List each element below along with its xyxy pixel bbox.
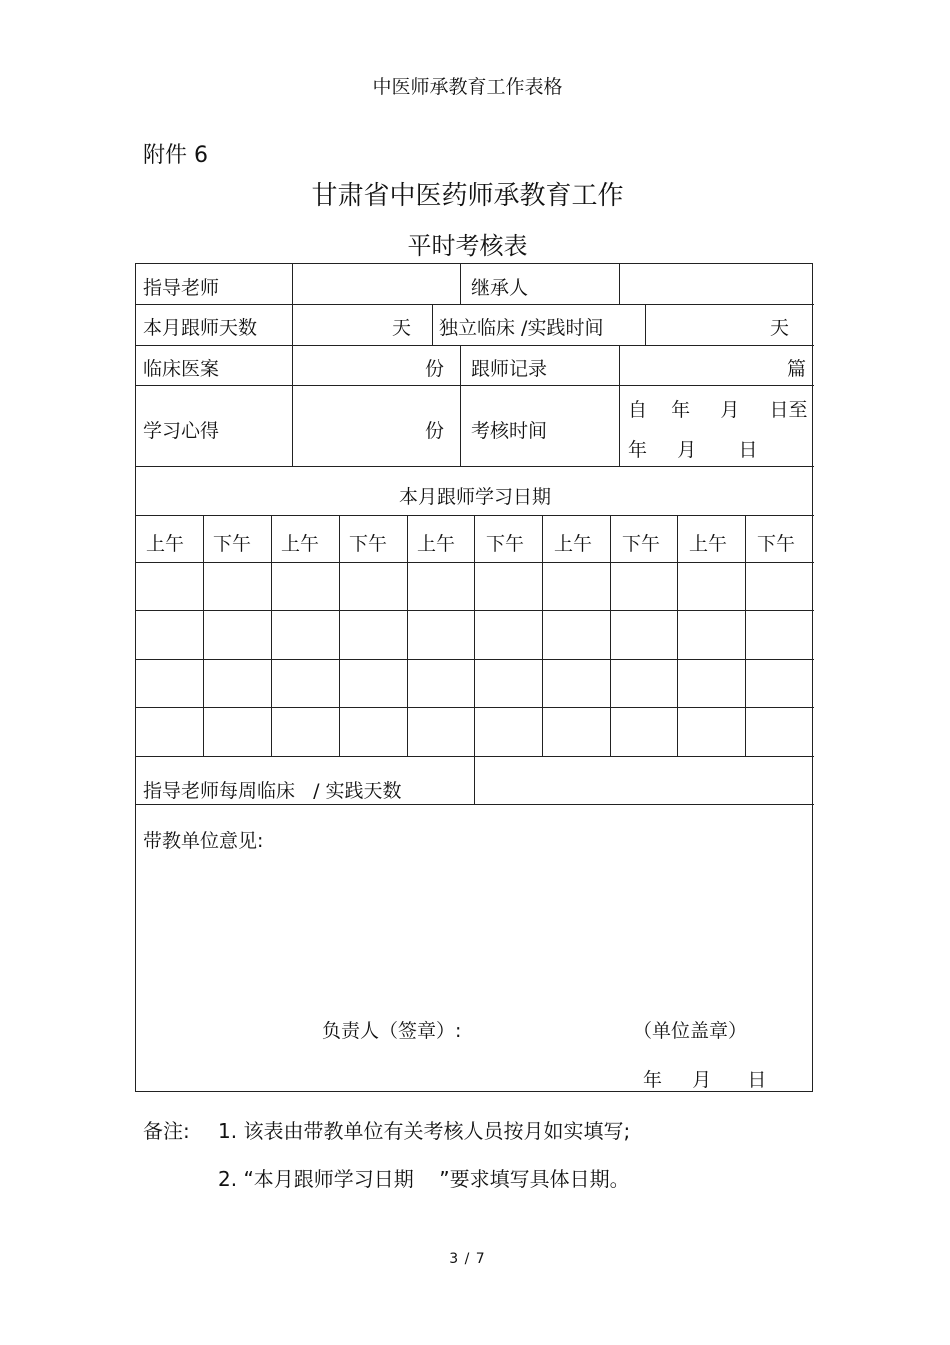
note-item-1: 1. 该表由带教单位有关考核人员按月如实填写; xyxy=(218,1119,631,1143)
pm-header: 下午 xyxy=(621,533,660,555)
col-divider xyxy=(619,264,620,304)
inheritor-label: 继承人 xyxy=(471,277,529,299)
monthly-days-unit: 天 xyxy=(391,317,411,339)
row-divider xyxy=(136,610,814,611)
am-header: 上午 xyxy=(416,533,455,555)
form-title: 甘肃省中医药师承教育工作 xyxy=(311,181,624,211)
row-divider xyxy=(136,515,814,516)
clinical-cases-unit: 份 xyxy=(424,358,444,380)
mentor-records-label: 跟师记录 xyxy=(471,358,548,380)
independent-practice-unit: 天 xyxy=(769,317,789,339)
weekly-days-label: 指导老师每周临床 / 实践天数 xyxy=(143,780,402,802)
row-divider xyxy=(136,707,814,708)
insights-label: 学习心得 xyxy=(143,420,220,442)
row-divider xyxy=(136,562,814,563)
col-divider xyxy=(292,264,293,304)
insights-unit: 份 xyxy=(424,420,444,442)
dates-section-title: 本月跟师学习日期 xyxy=(398,486,551,508)
row-divider xyxy=(136,304,814,305)
unit-seal-label: （单位盖章） xyxy=(633,1020,748,1042)
col-divider xyxy=(619,345,620,466)
am-header: 上午 xyxy=(280,533,319,555)
mentor-records-unit: 篇 xyxy=(786,358,806,380)
assessment-time-from: 自 年 月 日至 xyxy=(628,399,808,421)
col-divider xyxy=(292,304,293,345)
mentor-label: 指导老师 xyxy=(143,277,220,299)
am-header: 上午 xyxy=(553,533,592,555)
col-divider xyxy=(292,345,293,466)
pm-header: 下午 xyxy=(212,533,251,555)
independent-practice-label: 独立临床 /实践时间 xyxy=(439,317,604,339)
assessment-table xyxy=(135,263,813,1092)
notes-label: 备注: xyxy=(143,1119,190,1143)
attachment-label: 附件 6 xyxy=(143,143,208,168)
monthly-days-label: 本月跟师天数 xyxy=(143,317,258,339)
pm-header: 下午 xyxy=(485,533,524,555)
am-header: 上午 xyxy=(688,533,727,555)
unit-opinion-field[interactable] xyxy=(143,858,807,1008)
assessment-time-to: 年 月 日 xyxy=(628,439,758,461)
col-divider xyxy=(460,264,461,304)
unit-opinion-label: 带教单位意见: xyxy=(143,830,264,852)
row-divider xyxy=(136,466,814,467)
col-divider xyxy=(474,515,475,804)
am-header: 上午 xyxy=(145,533,184,555)
page-header: 中医师承教育工作表格 xyxy=(372,76,563,98)
clinical-cases-label: 临床医案 xyxy=(143,358,220,380)
row-divider xyxy=(136,659,814,660)
weekly-days-field[interactable] xyxy=(481,769,806,799)
col-divider xyxy=(460,345,461,466)
note-item-2: 2. “本月跟师学习日期 ”要求填写具体日期。 xyxy=(218,1167,630,1191)
col-divider xyxy=(645,304,646,345)
row-divider xyxy=(136,804,814,805)
row-divider xyxy=(136,385,814,386)
sign-date: 年 月 日 xyxy=(643,1069,767,1091)
signer-label: 负责人（签章）: xyxy=(322,1020,462,1042)
pm-header: 下午 xyxy=(348,533,387,555)
row-divider xyxy=(136,756,814,757)
form-subtitle: 平时考核表 xyxy=(407,232,528,260)
assessment-time-label: 考核时间 xyxy=(471,420,548,442)
col-divider xyxy=(432,304,433,345)
pm-header: 下午 xyxy=(756,533,795,555)
row-divider xyxy=(136,345,814,346)
page-number: 3 / 7 xyxy=(449,1251,486,1267)
